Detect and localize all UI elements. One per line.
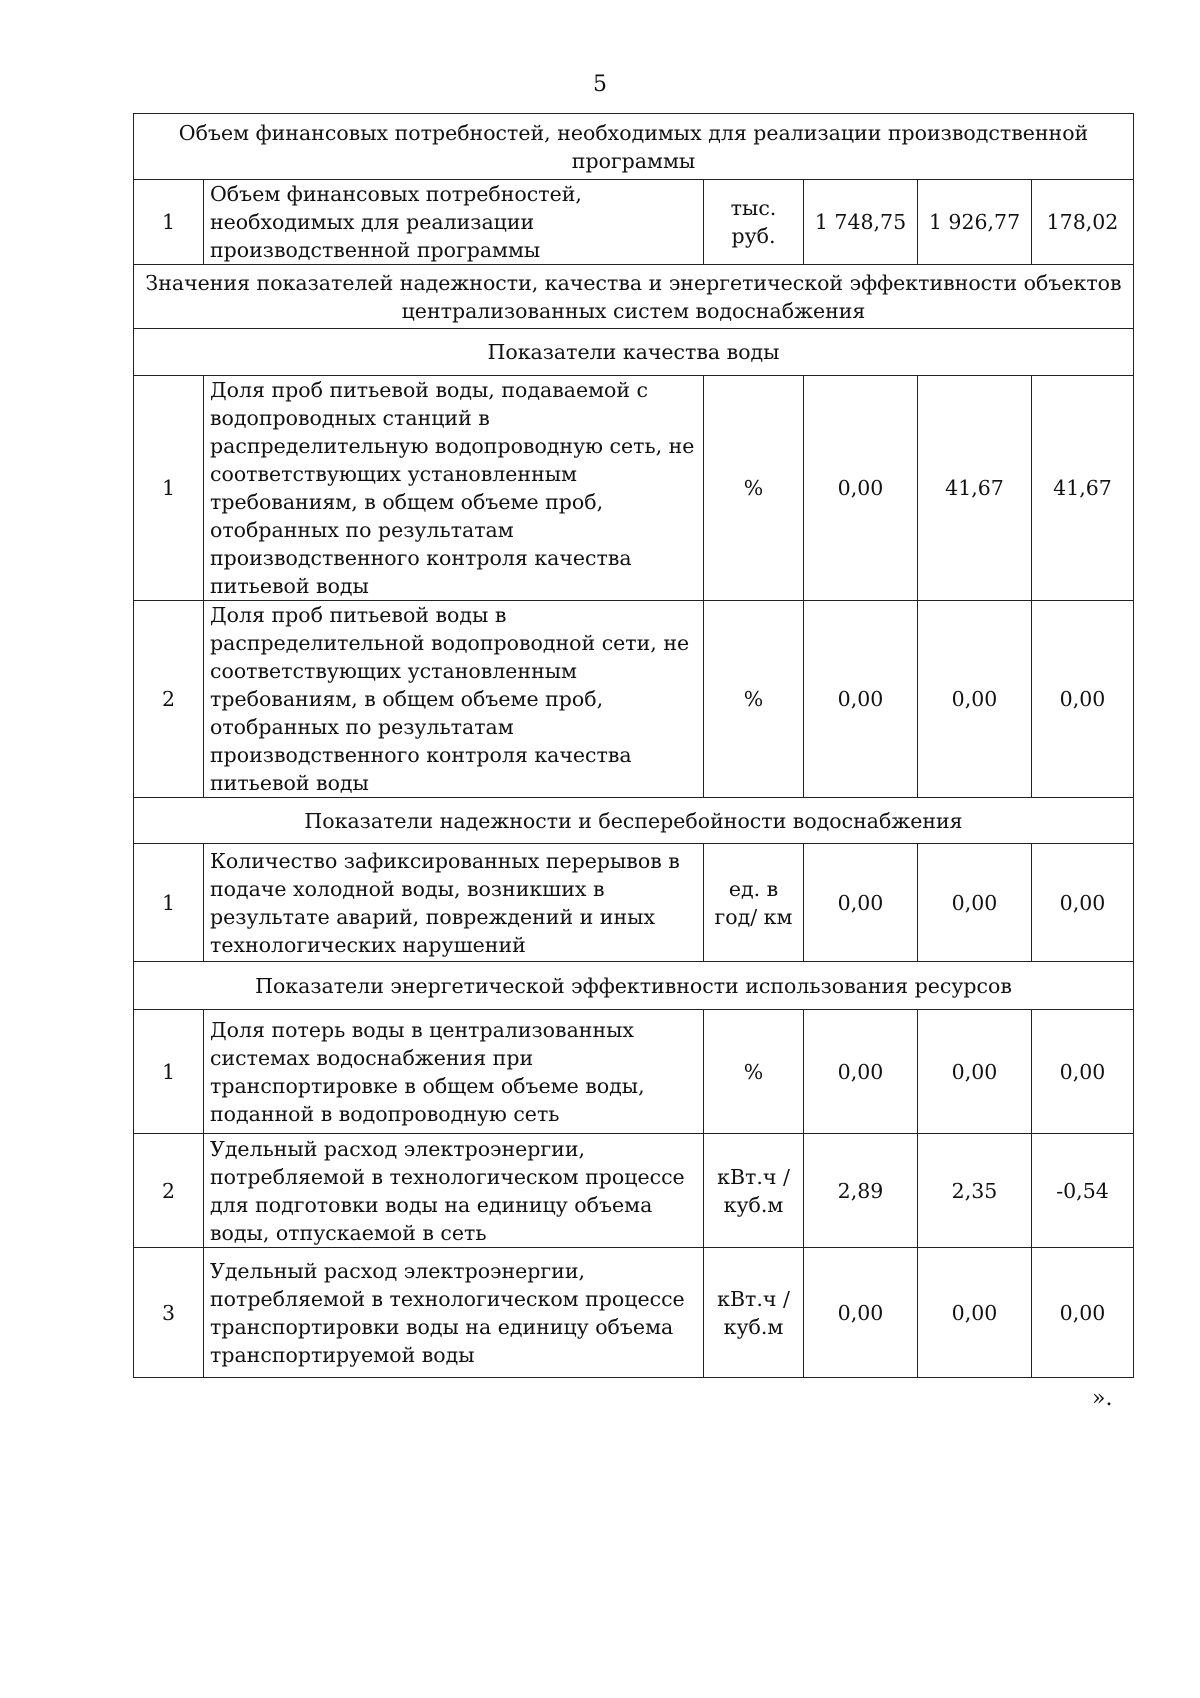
table-row <box>134 1134 1134 1248</box>
section-row <box>134 265 1134 329</box>
indicators-table <box>133 113 1134 1378</box>
table-row <box>134 844 1134 962</box>
table-row <box>134 1010 1134 1134</box>
table-row <box>134 1248 1134 1378</box>
indicator-name: Удельный расход электроэнергии, потребляемой в технологическом процессе транспортировки воды на единицу объема транспортируемой воды <box>204 1248 704 1378</box>
section-row <box>134 114 1134 180</box>
value-3: 41,67 <box>1032 376 1134 601</box>
value-2: 0,00 <box>918 1010 1032 1134</box>
indicator-name: Доля проб питьевой воды, подаваемой с водопроводных станций в распределительную водопроводную сеть, не соответствующих установленным требованиям, в общем объеме проб, отобранных по результатам производственного контроля качества питьевой воды <box>204 376 704 601</box>
indicator-name: Доля потерь воды в централизованных системах водоснабжения при транспортировке в общем объеме воды, поданной в водопроводную сеть <box>204 1010 704 1134</box>
row-number: 1 <box>134 1010 204 1134</box>
indicator-name: Удельный расход электроэнергии, потребляемой в технологическом процессе для подготовки воды на единицу объема воды, отпускаемой в сеть <box>204 1134 704 1248</box>
value-1: 1 748,75 <box>804 180 918 265</box>
value-2: 0,00 <box>918 1248 1032 1378</box>
value-3: 0,00 <box>1032 601 1134 798</box>
unit-cell: % <box>704 601 804 798</box>
row-number: 1 <box>134 844 204 962</box>
section-row <box>134 962 1134 1010</box>
indicator-name: Доля проб питьевой воды в распределительной водопроводной сети, не соответствующих установленным требованиям, в общем объеме проб, отобранных по результатам производственного контроля качества питьевой воды <box>204 601 704 798</box>
unit-cell: % <box>704 1010 804 1134</box>
value-2: 0,00 <box>918 844 1032 962</box>
value-1: 2,89 <box>804 1134 918 1248</box>
indicator-name: Количество зафиксированных перерывов в подаче холодной воды, возникших в результате аварий, повреждений и иных технологических нарушений <box>204 844 704 962</box>
value-3: 0,00 <box>1032 844 1134 962</box>
section-row <box>134 329 1134 376</box>
section-row <box>134 798 1134 844</box>
row-number: 3 <box>134 1248 204 1378</box>
value-2: 41,67 <box>918 376 1032 601</box>
value-2: 2,35 <box>918 1134 1032 1248</box>
value-1: 0,00 <box>804 1010 918 1134</box>
row-number: 2 <box>134 1134 204 1248</box>
unit-cell: ед. в год/ км <box>704 844 804 962</box>
value-3: 178,02 <box>1032 180 1134 265</box>
row-number: 1 <box>134 376 204 601</box>
value-1: 0,00 <box>804 844 918 962</box>
value-1: 0,00 <box>804 376 918 601</box>
unit-cell: тыс. руб. <box>704 180 804 265</box>
row-number: 2 <box>134 601 204 798</box>
value-2: 1 926,77 <box>918 180 1032 265</box>
unit-cell: кВт.ч / куб.м <box>704 1248 804 1378</box>
closing-quote-mark: ». <box>1092 1386 1113 1411</box>
section-energy: Показатели энергетической эффективности использования ресурсов <box>134 962 1134 1010</box>
row-number: 1 <box>134 180 204 265</box>
indicator-name: Объем финансовых потребностей, необходимых для реализации производственной программы <box>204 180 704 265</box>
value-2: 0,00 <box>918 601 1032 798</box>
value-3: -0,54 <box>1032 1134 1134 1248</box>
section-reliability: Показатели надежности и бесперебойности водоснабжения <box>134 798 1134 844</box>
page-number: 5 <box>593 72 607 97</box>
section-financial: Объем финансовых потребностей, необходимых для реализации производственной программы <box>134 114 1134 180</box>
section-indicators: Значения показателей надежности, качества и энергетической эффективности объектов централизованных систем водоснабжения <box>134 265 1134 329</box>
table-row <box>134 180 1134 265</box>
value-3: 0,00 <box>1032 1010 1134 1134</box>
value-1: 0,00 <box>804 601 918 798</box>
unit-cell: кВт.ч / куб.м <box>704 1134 804 1248</box>
table-row <box>134 601 1134 798</box>
value-1: 0,00 <box>804 1248 918 1378</box>
table-row <box>134 376 1134 601</box>
value-3: 0,00 <box>1032 1248 1134 1378</box>
unit-cell: % <box>704 376 804 601</box>
section-water-quality: Показатели качества воды <box>134 329 1134 376</box>
